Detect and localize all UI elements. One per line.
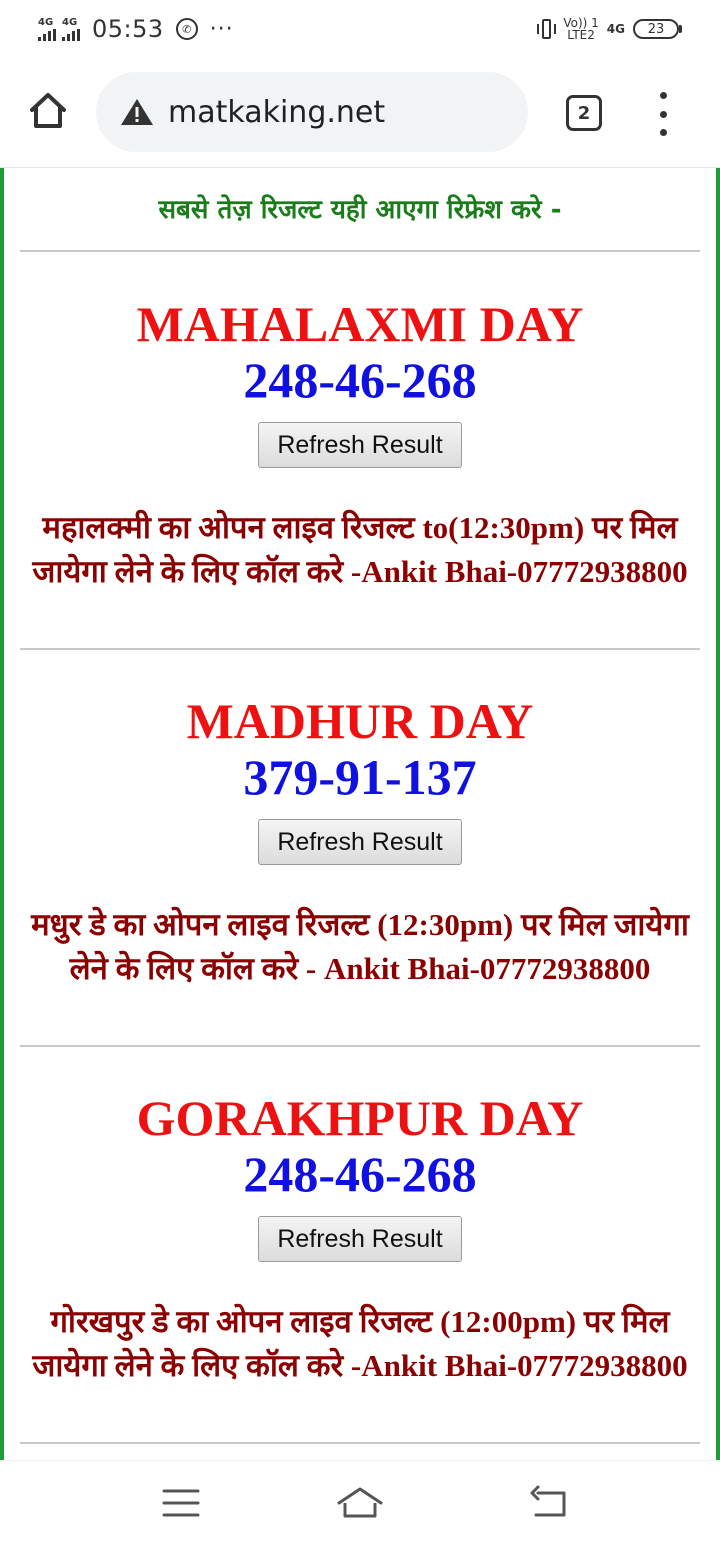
market-card-gorakhpur (4, 1090, 716, 1388)
home-outline-icon (335, 1483, 385, 1523)
url-text[interactable]: matkaking.net (168, 94, 386, 130)
whatsapp-icon: ✆ (176, 18, 198, 40)
more-notifications-icon: ··· (209, 16, 234, 42)
signal-2-label: 4G (62, 16, 78, 28)
volte-indicator (563, 17, 598, 41)
system-nav-bar (0, 1460, 720, 1544)
market-title: MADHUR DAY (186, 693, 534, 749)
three-dot-menu-icon[interactable] (648, 92, 678, 136)
page-content (0, 168, 720, 1460)
vibrate-icon (537, 17, 555, 41)
nav-home-button[interactable] (335, 1483, 385, 1523)
address-bar[interactable] (96, 72, 528, 152)
signal-1-icon (38, 18, 56, 41)
signal-1-label: 4G (38, 16, 54, 28)
volte-top-label: Vo)) 1 (563, 16, 599, 30)
back-icon (524, 1483, 574, 1523)
market-result: 248-46-268 (243, 352, 477, 408)
network-type-label: 4G (606, 22, 625, 36)
hamburger-icon (156, 1483, 206, 1523)
market-card-madhur (4, 693, 716, 991)
market-title: GORAKHPUR DAY (136, 1090, 584, 1146)
recent-apps-button[interactable] (156, 1483, 206, 1523)
market-info: गोरखपुर डे का ओपन लाइव रिजल्ट (12:00pm) पर मिल जायेगा लेने के लिए कॉल करे -Ankit Bhai-07772938800 (32, 1304, 688, 1383)
refresh-notice: सबसे तेज़ रिजल्ट यही आएगा रिफ्रेश करे - (158, 195, 562, 225)
market-info: मधुर डे का ओपन लाइव रिजल्ट (12:30pm) पर मिल जायेगा लेने के लिए कॉल करे - Ankit Bhai-07772938800 (31, 907, 689, 986)
signal-2-icon (62, 18, 80, 41)
tab-count: 2 (577, 102, 591, 124)
refresh-result-button[interactable]: Refresh Result (258, 819, 462, 865)
home-icon (26, 88, 70, 132)
market-card-mahalaxmi (4, 296, 716, 594)
battery-level: 23 (647, 21, 665, 37)
status-time: 05:53 (92, 15, 164, 43)
nav-back-button[interactable] (524, 1483, 574, 1523)
tab-switcher-button[interactable] (566, 95, 602, 131)
refresh-result-button[interactable]: Refresh Result (258, 422, 462, 468)
browser-toolbar (0, 58, 720, 168)
home-button[interactable] (26, 88, 70, 132)
refresh-result-button[interactable]: Refresh Result (258, 1216, 462, 1262)
divider (20, 648, 700, 650)
status-bar (0, 0, 720, 58)
battery-icon (633, 19, 682, 39)
divider (20, 250, 700, 252)
divider (20, 1045, 700, 1047)
market-title: MAHALAXMI DAY (136, 296, 584, 352)
divider (20, 1442, 700, 1444)
warning-triangle-icon[interactable] (120, 97, 154, 127)
market-result: 379-91-137 (243, 749, 477, 805)
market-result: 248-46-268 (243, 1146, 477, 1202)
market-info: महालक्मी का ओपन लाइव रिजल्ट to(12:30pm) पर मिल जायेगा लेने के लिए कॉल करे -Ankit Bhai-07772938800 (32, 510, 688, 589)
status-bar-right (537, 14, 682, 44)
volte-bottom-label: LTE2 (567, 28, 595, 42)
status-bar-left (38, 12, 234, 46)
